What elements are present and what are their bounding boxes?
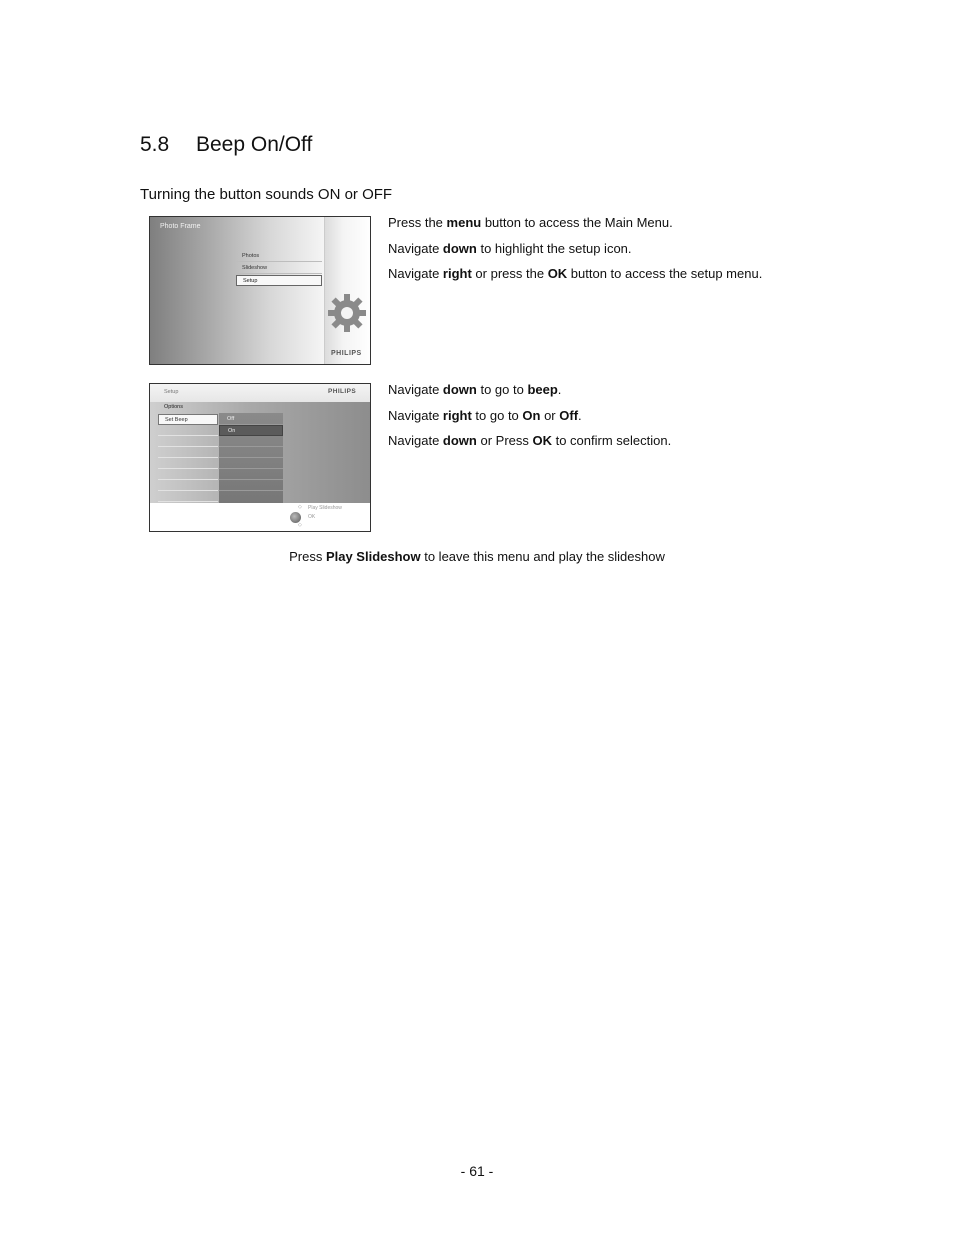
philips-logo: PHILIPS (328, 388, 357, 395)
option-row (158, 491, 218, 502)
instruction-3: Navigate right or press the OK button to access the setup menu. (388, 266, 763, 281)
option-set-beep: Set Beep (158, 414, 218, 425)
value-off: Off (219, 414, 283, 425)
setup-menu-screenshot (149, 383, 371, 532)
menu-item-setup: Setup (236, 275, 322, 286)
setup-title: Setup (164, 389, 179, 395)
menu-item-slideshow: Slideshow (236, 263, 322, 274)
philips-logo: PHILIPS (331, 350, 362, 357)
option-row (158, 469, 218, 480)
instruction-4: Navigate down to go to beep. (388, 382, 562, 397)
legend-ok: OK (308, 514, 316, 520)
options-label: Options (164, 404, 183, 410)
value-row (219, 469, 283, 480)
instruction-5: Navigate right to go to On or Off. (388, 408, 582, 423)
gear-icon (326, 292, 368, 334)
up-arrow-icon: ◇ (298, 504, 302, 510)
option-row (158, 447, 218, 458)
instruction-2: Navigate down to highlight the setup icon. (388, 241, 632, 256)
page-number: - 61 - (460, 1163, 494, 1179)
legend-play-slideshow: Play Slideshow (308, 505, 342, 511)
option-row (158, 480, 218, 491)
photo-frame-title: Photo Frame (160, 223, 201, 230)
value-row (219, 436, 283, 447)
footer-note: Press Play Slideshow to leave this menu and play the slideshow (289, 549, 665, 564)
option-row (158, 458, 218, 469)
section-number: 5.8 (140, 133, 170, 156)
section-heading (140, 133, 312, 157)
section-title: Beep On/Off (196, 133, 313, 156)
menu-item-photos: Photos (236, 251, 322, 262)
instruction-1: Press the menu button to access the Main Menu. (388, 215, 673, 230)
icon-sidebar (324, 217, 371, 364)
value-row (219, 480, 283, 491)
down-arrow-icon: ◇ (298, 522, 302, 528)
main-menu-screenshot (149, 216, 371, 365)
value-row (219, 447, 283, 458)
option-row (158, 436, 218, 447)
instruction-6: Navigate down or Press OK to confirm selection. (388, 433, 672, 448)
value-row (219, 458, 283, 469)
option-row (158, 425, 218, 436)
value-on: On (219, 425, 283, 436)
subsection-title: Turning the button sounds ON or OFF (140, 186, 393, 203)
